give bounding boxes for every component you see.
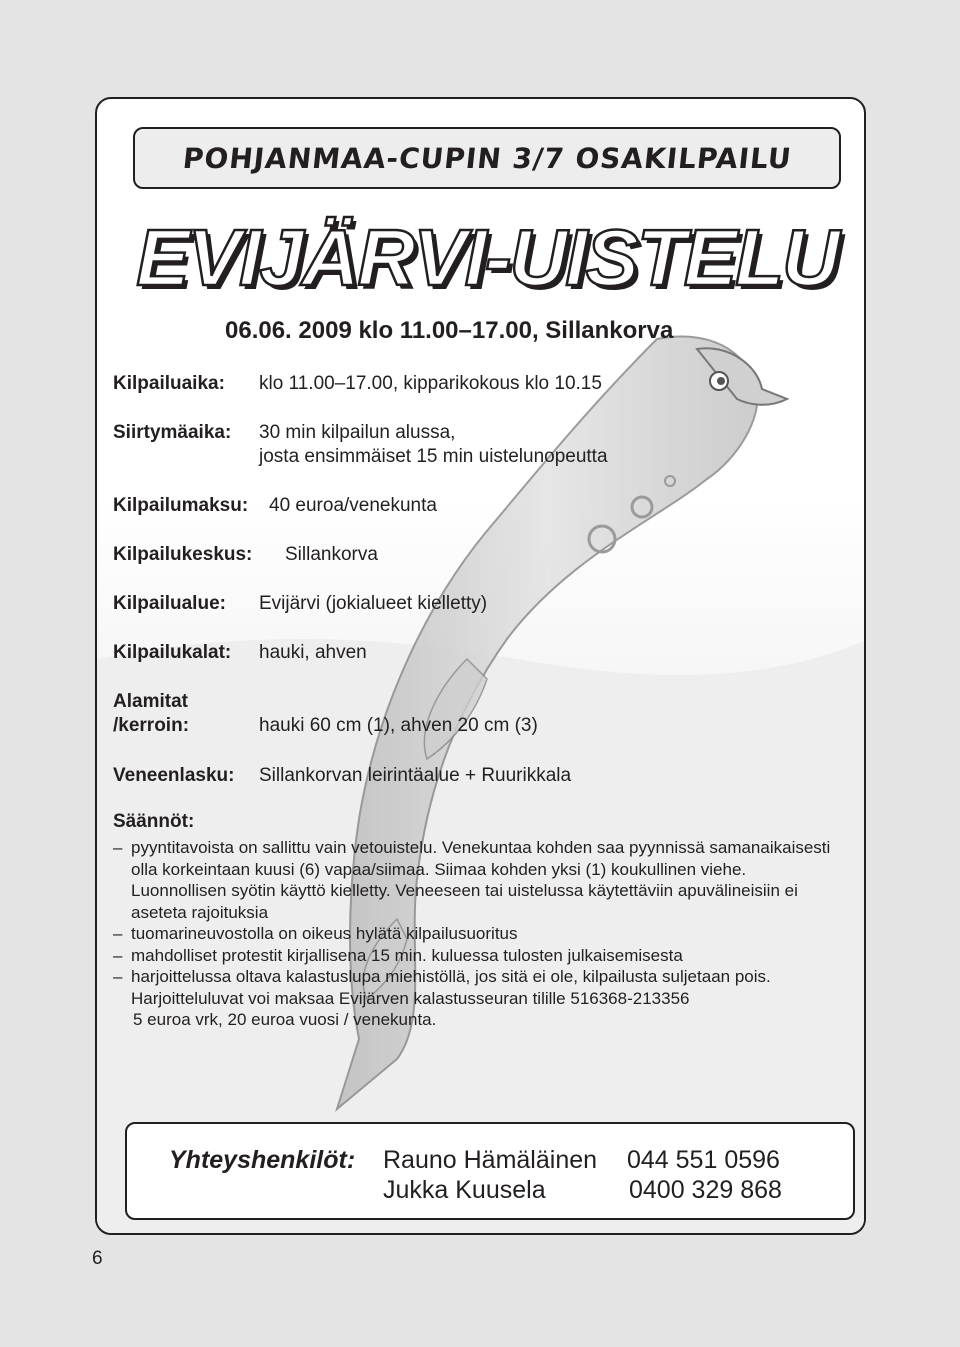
rule-item — [113, 837, 843, 923]
event-date: 06.06. 2009 klo 11.00–17.00, Sillankorva — [225, 317, 674, 344]
contact-phone: 0400 329 868 — [629, 1176, 782, 1204]
rule-item — [113, 923, 843, 945]
rule-item — [113, 966, 843, 1009]
info-label: Siirtymäaika: — [113, 422, 232, 443]
rule-item — [113, 945, 843, 967]
info-label: Alamitat — [113, 691, 188, 712]
info-value: hauki, ahven — [259, 642, 367, 663]
info-label: Kilpailuaika: — [113, 373, 225, 394]
info-value: hauki 60 cm (1), ahven 20 cm (3) — [259, 715, 538, 736]
pike-eye-pupil — [717, 377, 725, 385]
info-value: Sillankorvan leirintäalue + Ruurikkala — [259, 765, 572, 786]
info-label: Kilpailumaksu: — [113, 495, 249, 516]
contact-name: Jukka Kuusela — [383, 1176, 546, 1204]
rule-note: 5 euroa vrk, 20 euroa vuosi / venekunta. — [133, 1010, 437, 1029]
info-value: 30 min kilpailun alussa, — [259, 422, 456, 443]
dash-bullet: – — [113, 924, 123, 943]
contact-name: Rauno Hämäläinen — [383, 1146, 598, 1174]
info-label: Kilpailualue: — [113, 593, 226, 614]
info-label: Kilpailukeskus: — [113, 544, 253, 565]
info-value: 40 euroa/venekunta — [269, 495, 437, 516]
info-value: josta ensimmäiset 15 min uistelunopeutta — [259, 446, 608, 467]
event-title: EVIJÄRVI-UISTELU — [136, 213, 838, 302]
info-value: Sillankorva — [285, 544, 378, 565]
info-label: Veneenlasku: — [113, 765, 235, 786]
info-value: klo 11.00–17.00, kipparikokous klo 10.15 — [259, 373, 602, 394]
page-number: 6 — [92, 1248, 103, 1269]
cup-title: POHJANMAA-CUPIN 3/7 OSAKILPAILU — [180, 141, 794, 175]
dash-bullet: – — [113, 967, 123, 986]
contact-phone: 044 551 0596 — [627, 1146, 780, 1174]
contact-label: Yhteyshenkilöt: — [169, 1146, 356, 1174]
rule-text: pyyntitavoista on sallittu vain vetouistelu. Venekuntaa kohden saa pyynnissä samanaikaisesti olla korkeintaan kuusi (6) vapaa/siimaa. Siimaa kohden yksi (1) koukullinen viehe. Luonnollisen syötin käyttö kielletty. Veneeseen tai uistelussa käytettäviin apuvälineisiin ei aseteta rajoituksia — [131, 838, 831, 922]
contact-box — [125, 1122, 855, 1220]
rules-title: Säännöt: — [113, 811, 195, 832]
info-label: Kilpailukalat: — [113, 642, 232, 663]
rules-list — [113, 837, 843, 1031]
rule-text: mahdolliset protestit kirjallisena 15 min. kuluessa tulosten julkaisemisesta — [131, 945, 683, 965]
dash-bullet: – — [113, 945, 123, 965]
rule-text: tuomarineuvostolla on oikeus hylätä kilpailusuoritus — [131, 924, 518, 943]
info-value: Evijärvi (jokialueet kielletty) — [259, 593, 488, 614]
dash-bullet: – — [113, 838, 123, 857]
cup-banner — [133, 127, 841, 189]
rule-text: harjoittelussa oltava kalastuslupa miehistöllä, jos sitä ei ole, kilpailusta suljetaan pois. Harjoitteluluvat voi maksaa Evijärven kalastusseuran tilille 516368-213356 — [131, 967, 771, 1008]
info-label: /kerroin: — [113, 715, 190, 736]
flyer-page — [95, 97, 866, 1235]
